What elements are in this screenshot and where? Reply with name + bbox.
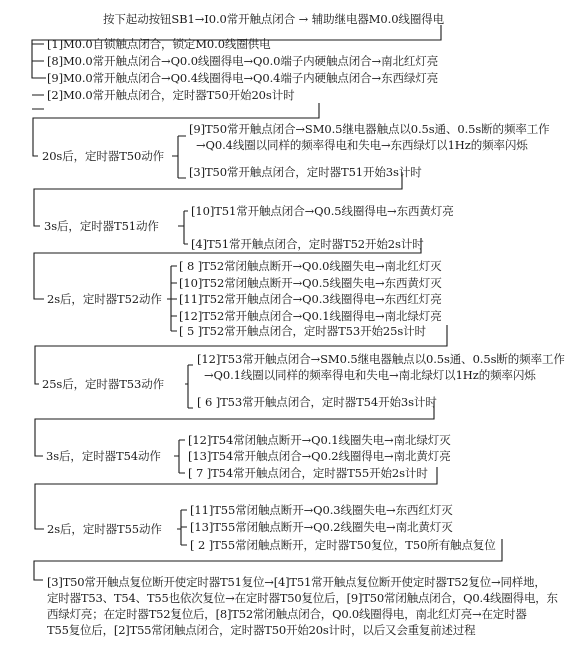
block3-label: 3s后，定时器T51动作 <box>44 219 159 233</box>
block4-item-3: [11]T52常开触点闭合→Q0.3线圈得电→东西红灯亮 <box>179 292 442 306</box>
block6-item-1: [12]T54常闭触点断开→Q0.1线圈失电→南北绿灯灭 <box>188 433 451 447</box>
block4-item-2: [10]T52常闭触点断开→Q0.5线圈失电→东西黄灯灭 <box>179 276 442 290</box>
block4-item-1: [ 8 ]T52常闭触点断开→Q0.0线圈失电→南北红灯灭 <box>179 259 442 273</box>
block5-item-1: [12]T53常开触点闭合→SM0.5继电器触点以0.5s通、0.5s断的频率工作 <box>197 352 565 366</box>
block7-item-2: [13]T55常闭触点断开→Q0.2线圈失电→南北黄灯灭 <box>190 520 453 534</box>
block4-item-4: [12]T52常开触点闭合→Q0.1线圈得电→南北绿灯亮 <box>179 309 442 323</box>
block5-item-3: [ 6 ]T53常开触点闭合，定时器T54开始3s计时 <box>197 395 437 409</box>
block5-label: 25s后，定时器T53动作 <box>42 377 165 391</box>
block2-item-1: [9]T50常开触点闭合→SM0.5继电器触点以0.5s通、0.5s断的频率工作 <box>189 122 550 136</box>
block1-item-3: [9]M0.0常开触点闭合→Q0.4线圈得电→Q0.4端子内硬触点闭合→东西绿灯亮 <box>47 71 439 85</box>
block7-label: 2s后，定时器T55动作 <box>47 522 162 536</box>
block6-item-2: [13]T54常开触点闭合→Q0.2线圈得电→南北黄灯亮 <box>188 449 451 463</box>
final-line-1: [3]T50常开触点复位断开使定时器T51复位→[4]T51常开触点复位断开使定时器T52复位→同样地， <box>47 575 546 589</box>
final-summary <box>47 574 585 638</box>
block2-item-2: →Q0.4线圈以同样的频率得电和失电→东西绿灯以1Hz的频率闪烁 <box>196 138 528 152</box>
block6-label: 3s后，定时器T54动作 <box>46 449 161 463</box>
final-line-4: T55复位后，[2]T55常闭触点闭合，定时器T50开始20s计时，以后又会重复前述过程 <box>47 623 476 637</box>
start-step: 按下起动按钮SB1→I0.0常开触点闭合 → 辅助继电器M0.0线圈得电 <box>103 12 445 26</box>
block3-item-1: [10]T51常开触点闭合→Q0.5线圈得电→东西黄灯亮 <box>191 204 454 218</box>
block2-label: 20s后，定时器T50动作 <box>42 149 165 163</box>
block3-item-2: [4]T51常开触点闭合，定时器T52开始2s计时 <box>191 237 424 251</box>
block4-label: 2s后，定时器T52动作 <box>47 292 162 306</box>
final-line-2: 定时器T53、T54、T55也依次复位→在定时器T50复位后，[9]T50常闭触点闭合，Q0.4线圈得电，东 <box>47 591 558 605</box>
final-line-3: 西绿灯亮；在定时器T52复位后，[8]T52常闭触点闭合，Q0.0线圈得电，南北红灯亮→在定时器 <box>47 607 527 621</box>
block4-item-5: [ 5 ]T52常开触点闭合，定时器T53开始25s计时 <box>179 324 426 338</box>
block1-item-2: [8]M0.0常开触点闭合→Q0.0线圈得电→Q0.0端子内硬触点闭合→南北红灯亮 <box>47 54 439 68</box>
block1-item-1: [1]M0.0自锁触点闭合，锁定M0.0线圈供电 <box>47 37 271 51</box>
block2-item-3: [3]T50常开触点闭合，定时器T51开始3s计时 <box>189 165 422 179</box>
block5-item-2: →Q0.1线圈以同样的频率得电和失电→南北绿灯以1Hz的频率闪烁 <box>204 368 536 382</box>
block7-item-3: [ 2 ]T55常闭触点断开，定时器T50复位，T50所有触点复位 <box>190 538 496 552</box>
block1-item-4: [2]M0.0常开触点闭合，定时器T50开始20s计时 <box>47 88 295 102</box>
block6-item-3: [ 7 ]T54常开触点闭合，定时器T55开始2s计时 <box>188 466 428 480</box>
block7-item-1: [11]T55常闭触点断开→Q0.3线圈失电→东西红灯灭 <box>190 503 453 517</box>
